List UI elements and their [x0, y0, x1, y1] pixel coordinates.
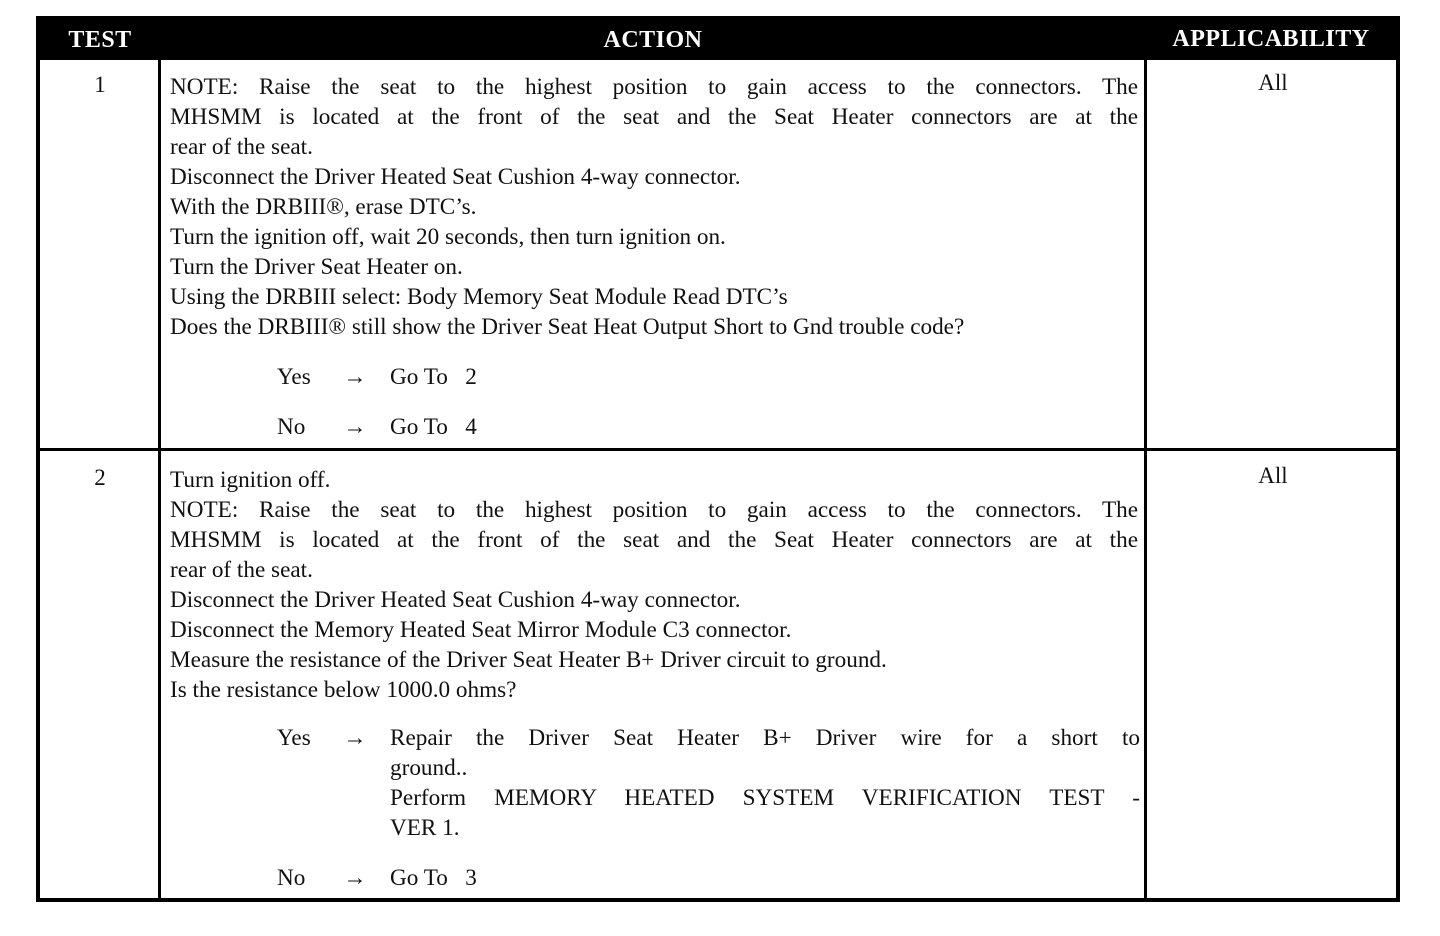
action-line: rear of the seat. [170, 557, 313, 583]
table-header [40, 20, 1396, 60]
result-yes [170, 362, 1138, 392]
answer-label: No [277, 865, 306, 891]
action-line: Is the resistance below 1000.0 ohms? [170, 677, 517, 703]
result-no [170, 863, 1138, 893]
applicability-value: All [1258, 463, 1288, 488]
result-action-line: Go To 2 [390, 364, 477, 390]
result-action [390, 723, 1140, 843]
result-no [170, 412, 1138, 442]
test-number: 1 [94, 72, 106, 97]
answer-label: Yes [277, 725, 311, 751]
action-line: NOTE: Raise the seat to the highest position to gain access to the connectors. The [170, 74, 1138, 100]
action-line: With the DRBIII®, erase DTC’s. [170, 194, 477, 220]
applicability-value: All [1258, 70, 1288, 95]
result-yes [170, 723, 1138, 843]
table-row [40, 60, 1396, 448]
result-action-line: ground.. [390, 755, 468, 781]
action-line: Turn the Driver Seat Heater on. [170, 254, 463, 280]
arrow-icon: → [343, 364, 367, 390]
table-row [40, 451, 1396, 902]
result-action-line: Go To 3 [390, 865, 477, 891]
diagnostic-test-table [36, 16, 1400, 902]
action-line: Disconnect the Driver Heated Seat Cushion 4-way connector. [170, 164, 741, 190]
header-action: ACTION [603, 27, 703, 53]
action-cell [170, 72, 1138, 442]
action-line: Does the DRBIII® still show the Driver Seat Heat Output Short to Gnd trouble code? [170, 314, 965, 340]
result-action-line: VER 1. [390, 815, 460, 841]
result-action-line: Perform MEMORY HEATED SYSTEM VERIFICATION TEST - [390, 785, 1140, 811]
answer-label: No [277, 414, 306, 440]
header-test: TEST [68, 27, 132, 53]
action-line: Turn the ignition off, wait 20 seconds, then turn ignition on. [170, 224, 726, 250]
result-action-line: Repair the Driver Seat Heater B+ Driver wire for a short to [390, 725, 1140, 751]
header-applicability: APPLICABILITY [1172, 26, 1370, 52]
action-cell [170, 465, 1138, 893]
result-action [390, 412, 1140, 442]
action-line: rear of the seat. [170, 134, 313, 160]
result-action [390, 863, 1140, 893]
arrow-icon: → [343, 865, 367, 891]
action-line: Turn ignition off. [170, 467, 331, 493]
action-line: Disconnect the Memory Heated Seat Mirror Module C3 connector. [170, 617, 792, 643]
action-line: Using the DRBIII select: Body Memory Seat Module Read DTC’s [170, 284, 788, 310]
action-line: Measure the resistance of the Driver Seat Heater B+ Driver circuit to ground. [170, 647, 887, 673]
arrow-icon: → [343, 414, 367, 440]
result-action-line: Go To 4 [390, 414, 477, 440]
arrow-icon: → [343, 725, 367, 751]
action-line: MHSMM is located at the front of the seat and the Seat Heater connectors are at the [170, 104, 1138, 130]
action-line: Disconnect the Driver Heated Seat Cushion 4-way connector. [170, 587, 741, 613]
action-line: MHSMM is located at the front of the seat and the Seat Heater connectors are at the [170, 527, 1138, 553]
action-line: NOTE: Raise the seat to the highest position to gain access to the connectors. The [170, 497, 1138, 523]
test-number: 2 [94, 465, 106, 490]
result-action [390, 362, 1140, 392]
answer-label: Yes [277, 364, 311, 390]
